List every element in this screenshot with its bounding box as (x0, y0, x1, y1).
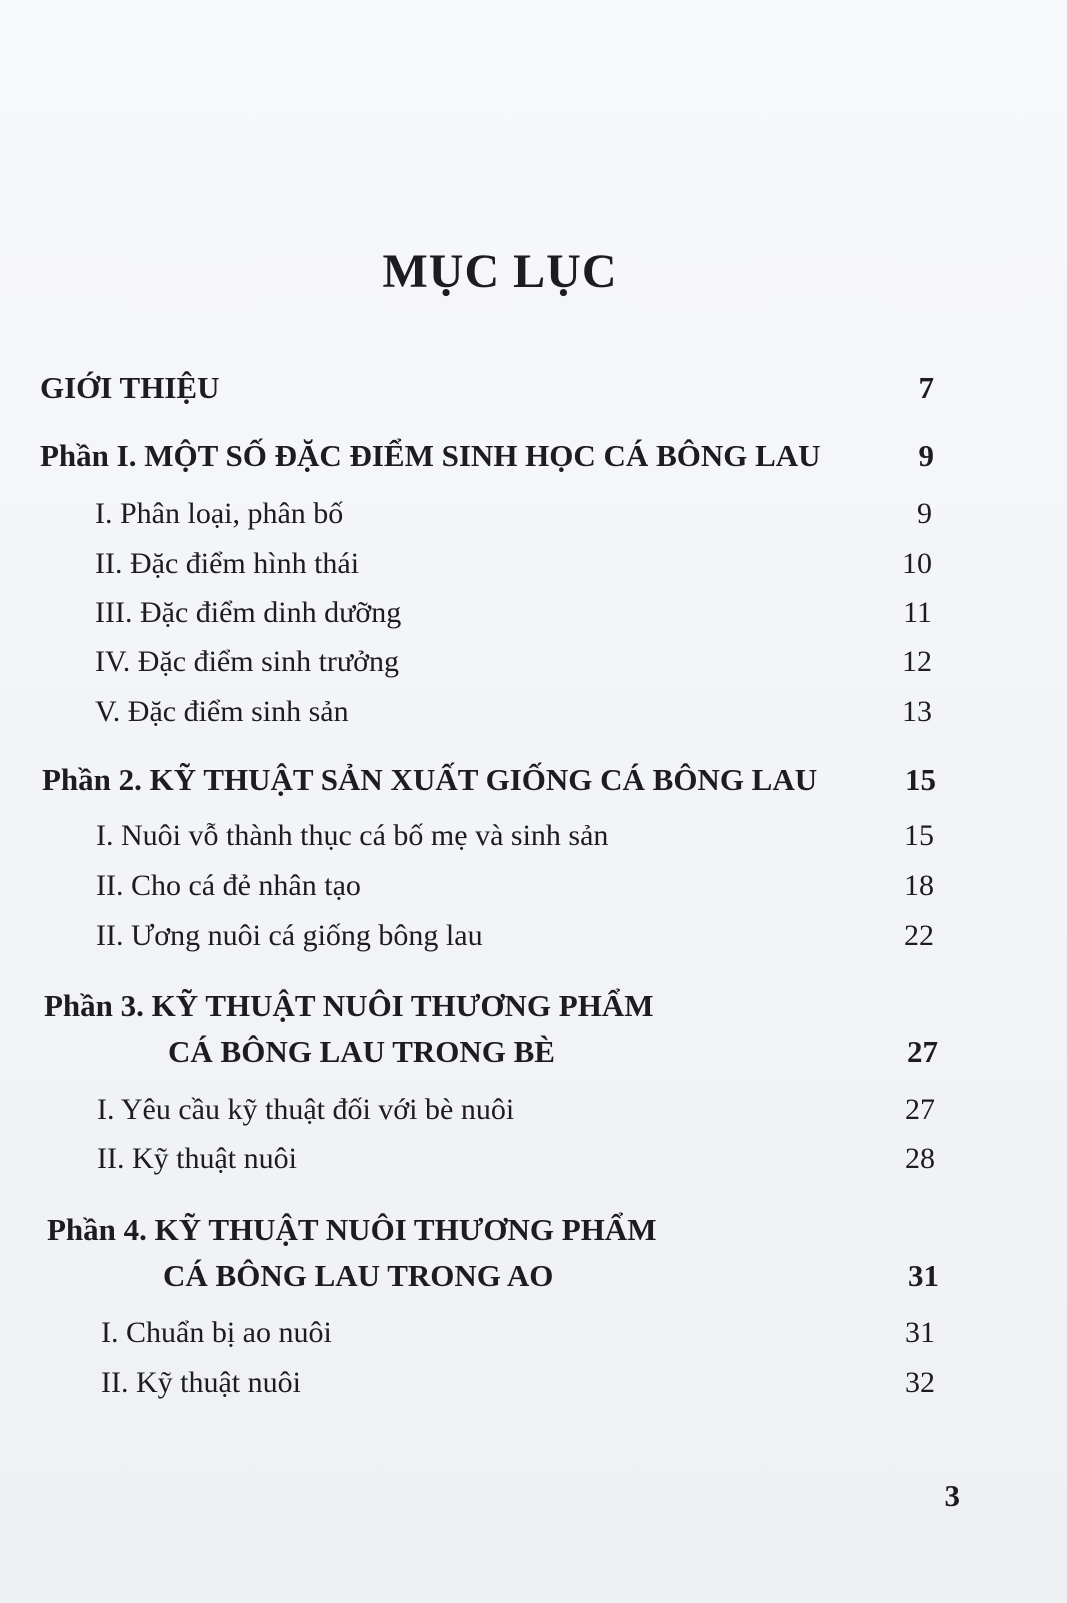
toc-entry-text: Phần I. MỘT SỐ ĐẶC ĐIỂM SINH HỌC CÁ BÔNG LAU (40, 438, 821, 473)
toc-entry-page: 12 (902, 645, 932, 678)
toc-entry-page: 22 (904, 919, 934, 952)
toc-entry-text: Phần 3. KỸ THUẬT NUÔI THƯƠNG PHẨM (44, 988, 654, 1023)
toc-entry-page: 9 (917, 497, 932, 530)
toc-entry-section (96, 914, 934, 958)
toc-entry-text: I. Chuẩn bị ao nuôi (101, 1316, 332, 1349)
toc-entry-text: II. Ương nuôi cá giống bông lau (96, 919, 483, 952)
toc-entry-part-4-continued (163, 1254, 939, 1298)
toc-entry-text: I. Nuôi vỗ thành thục cá bố mẹ và sinh sản (96, 819, 609, 852)
toc-entry-page: 27 (907, 1034, 938, 1069)
page-number: 3 (944, 1478, 960, 1513)
toc-entry-section (95, 640, 932, 684)
toc-entry-section (95, 492, 932, 536)
toc-entry-text: Phần 2. KỸ THUẬT SẢN XUẤT GIỐNG CÁ BÔNG LAU (42, 762, 818, 797)
toc-entry-section (95, 542, 932, 586)
toc-entry-page: 15 (905, 762, 936, 797)
toc-entry-section (97, 1137, 935, 1181)
toc-entry-introduction (40, 366, 934, 410)
toc-entry-text: III. Đặc điểm dinh dưỡng (95, 596, 402, 629)
toc-entry-part-2 (42, 758, 936, 802)
toc-entry-part-3-continued (168, 1030, 938, 1074)
toc-entry-text: II. Kỹ thuật nuôi (101, 1366, 301, 1399)
toc-entry-text: IV. Đặc điểm sinh trưởng (95, 645, 400, 678)
toc-entry-section (96, 864, 934, 908)
toc-entry-text: GIỚI THIỆU (40, 370, 220, 405)
toc-entry-page: 32 (905, 1366, 935, 1399)
toc-entry-page: 9 (918, 438, 934, 473)
toc-entry-section (97, 1088, 935, 1132)
toc-entry-page: 18 (904, 869, 934, 902)
toc-entry-page: 13 (902, 695, 932, 728)
toc-entry-page: 27 (905, 1093, 935, 1126)
toc-entry-text: I. Phân loại, phân bố (95, 497, 344, 530)
toc-entry-section (101, 1311, 935, 1355)
toc-entry-page: 7 (918, 370, 934, 405)
toc-entry-page: 15 (904, 819, 934, 852)
toc-entry-part-4 (47, 1208, 939, 1252)
toc-entry-text: II. Đặc điểm hình thái (95, 547, 360, 580)
toc-entry-text: V. Đặc điểm sinh sản (95, 695, 349, 728)
toc-entry-section (95, 690, 932, 734)
toc-entry-text: II. Cho cá đẻ nhân tạo (96, 869, 361, 902)
toc-entry-page: 10 (902, 547, 932, 580)
toc-entry-page: 31 (905, 1316, 935, 1349)
toc-entry-section (101, 1361, 935, 1405)
toc-entry-text: Phần 4. KỸ THUẬT NUÔI THƯƠNG PHẨM (47, 1212, 657, 1247)
toc-entry-section (96, 814, 934, 858)
toc-entry-page: 31 (908, 1258, 939, 1293)
toc-entry-text: II. Kỹ thuật nuôi (97, 1142, 297, 1175)
toc-entry-page: 28 (905, 1142, 935, 1175)
toc-entry-part-3 (44, 984, 938, 1028)
toc-entry-part-1 (40, 434, 934, 478)
toc-entry-text: CÁ BÔNG LAU TRONG AO (163, 1258, 554, 1293)
toc-entry-page: 11 (903, 596, 932, 629)
toc-entry-section (95, 591, 932, 635)
page-title: MỤC LỤC (382, 245, 618, 298)
toc-entry-text: I. Yêu cầu kỹ thuật đối với bè nuôi (97, 1093, 515, 1126)
toc-entry-text: CÁ BÔNG LAU TRONG BÈ (168, 1034, 555, 1069)
